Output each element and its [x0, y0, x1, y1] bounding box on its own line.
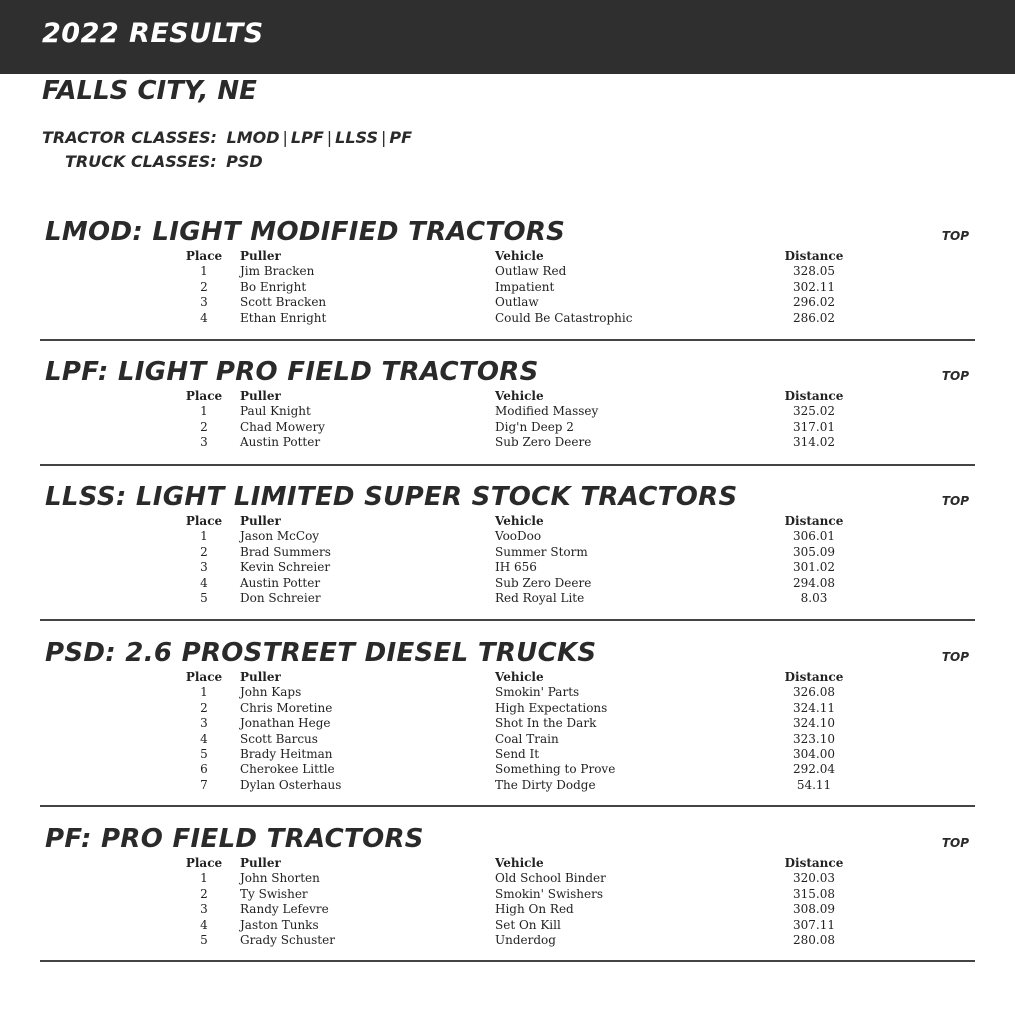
table-row	[168, 420, 851, 435]
column-header-puller: Puller	[240, 514, 281, 528]
results-table	[168, 856, 851, 948]
section-title: LPF: LIGHT PRO FIELD TRACTORS	[45, 357, 539, 387]
column-header-puller: Puller	[240, 389, 281, 403]
distance-cell: 314.02	[793, 435, 835, 450]
truck-classes-line	[65, 152, 263, 171]
distance-cell: 301.02	[793, 560, 835, 575]
vehicle-cell: Could Be Catastrophic	[495, 310, 633, 325]
table-row	[168, 560, 851, 575]
results-table	[168, 389, 851, 451]
puller-cell: Brad Summers	[240, 544, 331, 559]
place-cell: 5	[200, 591, 208, 606]
table-row	[168, 701, 851, 716]
column-header-vehicle: Vehicle	[495, 389, 544, 403]
table-row	[168, 591, 851, 606]
section-divider	[40, 464, 975, 466]
table-row	[168, 529, 851, 544]
vehicle-cell: Summer Storm	[495, 544, 588, 559]
place-cell: 7	[200, 777, 208, 792]
vehicle-cell: The Dirty Dodge	[495, 777, 596, 792]
puller-cell: Ty Swisher	[240, 886, 308, 901]
vehicle-cell: Coal Train	[495, 731, 559, 746]
place-cell: 2	[200, 279, 208, 294]
table-header-row	[168, 514, 851, 529]
column-header-vehicle: Vehicle	[495, 514, 544, 528]
table-row	[168, 685, 851, 700]
vehicle-cell: IH 656	[495, 560, 537, 575]
table-row	[168, 762, 851, 777]
table-row	[168, 732, 851, 747]
class-link-pf[interactable]: PF	[389, 128, 413, 147]
top-link[interactable]: TOP	[941, 650, 969, 664]
results-table	[168, 670, 851, 793]
puller-cell: Brady Heitman	[240, 747, 333, 762]
table-header-row	[168, 856, 851, 871]
puller-cell: Bo Enright	[240, 279, 307, 294]
vehicle-cell: Shot In the Dark	[495, 716, 597, 731]
vehicle-cell: Something to Prove	[495, 762, 616, 777]
place-cell: 3	[200, 716, 208, 731]
column-header-vehicle: Vehicle	[495, 670, 544, 684]
column-header-puller: Puller	[240, 670, 281, 684]
table-row	[168, 576, 851, 591]
distance-cell: 286.02	[793, 310, 835, 325]
place-cell: 1	[200, 404, 208, 419]
column-header-distance: Distance	[784, 389, 844, 403]
distance-cell: 320.03	[793, 871, 835, 886]
table-row	[168, 264, 851, 279]
tractor-classes-label: TRACTOR CLASSES:	[42, 128, 217, 147]
top-link[interactable]: TOP	[941, 369, 969, 383]
column-header-puller: Puller	[240, 856, 281, 870]
vehicle-cell: Old School Binder	[495, 871, 606, 886]
distance-cell: 308.09	[793, 902, 835, 917]
puller-cell: Don Schreier	[240, 591, 321, 606]
section-title: PF: PRO FIELD TRACTORS	[45, 824, 424, 854]
distance-cell: 325.02	[793, 404, 835, 419]
table-row	[168, 778, 851, 793]
place-cell: 3	[200, 435, 208, 450]
table-header-row	[168, 249, 851, 264]
puller-cell: Kevin Schreier	[240, 560, 331, 575]
distance-cell: 307.11	[793, 917, 835, 932]
section-title: LMOD: LIGHT MODIFIED TRACTORS	[45, 217, 566, 247]
puller-cell: John Shorten	[240, 871, 320, 886]
section-divider	[40, 619, 975, 621]
class-link-llss[interactable]: LLSS	[335, 128, 379, 147]
column-header-place: Place	[185, 856, 223, 870]
section-divider	[40, 339, 975, 341]
place-cell: 1	[200, 529, 208, 544]
distance-cell: 326.08	[793, 685, 835, 700]
class-link-lmod[interactable]: LMOD	[226, 128, 280, 147]
place-cell: 1	[200, 264, 208, 279]
vehicle-cell: Outlaw	[495, 295, 539, 310]
place-cell: 5	[200, 747, 208, 762]
place-cell: 4	[200, 731, 208, 746]
puller-cell: John Kaps	[240, 685, 302, 700]
vehicle-cell: Modified Massey	[495, 404, 599, 419]
section-title: LLSS: LIGHT LIMITED SUPER STOCK TRACTORS	[45, 482, 738, 512]
puller-cell: Dylan Osterhaus	[240, 777, 342, 792]
table-row	[168, 716, 851, 731]
vehicle-cell: VooDoo	[495, 529, 542, 544]
top-link[interactable]: TOP	[941, 836, 969, 850]
results-table	[168, 514, 851, 606]
page-title: 2022 RESULTS	[42, 18, 264, 49]
puller-cell: Cherokee Little	[240, 762, 335, 777]
place-cell: 1	[200, 871, 208, 886]
place-cell: 2	[200, 544, 208, 559]
table-row	[168, 887, 851, 902]
vehicle-cell: Outlaw Red	[495, 264, 567, 279]
vehicle-cell: High Expectations	[495, 700, 608, 715]
puller-cell: Randy Lefevre	[240, 902, 329, 917]
place-cell: 1	[200, 685, 208, 700]
table-row	[168, 933, 851, 948]
place-cell: 4	[200, 917, 208, 932]
vehicle-cell: Dig'n Deep 2	[495, 419, 574, 434]
place-cell: 2	[200, 700, 208, 715]
place-cell: 4	[200, 310, 208, 325]
table-row	[168, 295, 851, 310]
class-separator: |	[326, 128, 333, 147]
vehicle-cell: Sub Zero Deere	[495, 435, 592, 450]
distance-cell: 294.08	[793, 575, 835, 590]
place-cell: 6	[200, 762, 208, 777]
vehicle-cell: High On Red	[495, 902, 574, 917]
location-heading: FALLS CITY, NE	[42, 76, 257, 106]
place-cell: 2	[200, 419, 208, 434]
header-bar	[0, 0, 1015, 74]
vehicle-cell: Impatient	[495, 279, 555, 294]
class-separator: |	[282, 128, 288, 147]
column-header-puller: Puller	[240, 249, 281, 263]
section-divider	[40, 805, 975, 807]
distance-cell: 305.09	[793, 544, 835, 559]
puller-cell: Jim Bracken	[240, 264, 315, 279]
table-row	[168, 280, 851, 295]
column-header-place: Place	[185, 389, 223, 403]
puller-cell: Jason McCoy	[240, 529, 320, 544]
place-cell: 5	[200, 933, 208, 948]
class-separator: |	[381, 128, 387, 147]
column-header-vehicle: Vehicle	[495, 856, 544, 870]
column-header-distance: Distance	[784, 249, 844, 263]
distance-cell: 304.00	[793, 747, 835, 762]
place-cell: 3	[200, 560, 208, 575]
table-row	[168, 871, 851, 886]
puller-cell: Paul Knight	[240, 404, 311, 419]
puller-cell: Austin Potter	[240, 435, 321, 450]
distance-cell: 292.04	[793, 762, 835, 777]
puller-cell: Ethan Enright	[240, 310, 327, 325]
distance-cell: 324.11	[793, 700, 835, 715]
column-header-place: Place	[185, 670, 223, 684]
column-header-place: Place	[185, 249, 223, 263]
vehicle-cell: Underdog	[495, 933, 556, 948]
top-link[interactable]: TOP	[941, 229, 969, 243]
table-row	[168, 902, 851, 917]
puller-cell: Chad Mowery	[240, 419, 325, 434]
column-header-distance: Distance	[784, 856, 844, 870]
place-cell: 3	[200, 902, 208, 917]
table-row	[168, 918, 851, 933]
distance-cell: 54.11	[796, 777, 832, 792]
distance-cell: 315.08	[793, 886, 835, 901]
column-header-distance: Distance	[784, 670, 844, 684]
distance-cell: 324.10	[793, 716, 835, 731]
table-header-row	[168, 389, 851, 404]
puller-cell: Chris Moretine	[240, 700, 333, 715]
section-divider	[40, 960, 975, 962]
table-row	[168, 747, 851, 762]
vehicle-cell: Set On Kill	[495, 917, 561, 932]
puller-cell: Scott Barcus	[240, 731, 318, 746]
table-row	[168, 404, 851, 419]
results-table	[168, 249, 851, 326]
section-title: PSD: 2.6 PROSTREET DIESEL TRUCKS	[45, 638, 597, 668]
table-row	[168, 545, 851, 560]
place-cell: 4	[200, 575, 208, 590]
column-header-vehicle: Vehicle	[495, 249, 544, 263]
column-header-place: Place	[185, 514, 223, 528]
vehicle-cell: Red Royal Lite	[495, 591, 585, 606]
column-header-distance: Distance	[784, 514, 844, 528]
distance-cell: 323.10	[793, 731, 835, 746]
place-cell: 2	[200, 886, 208, 901]
distance-cell: 296.02	[793, 295, 835, 310]
top-link[interactable]: TOP	[941, 494, 969, 508]
distance-cell: 328.05	[793, 264, 835, 279]
puller-cell: Scott Bracken	[240, 295, 327, 310]
table-header-row	[168, 670, 851, 685]
puller-cell: Grady Schuster	[240, 933, 335, 948]
vehicle-cell: Sub Zero Deere	[495, 575, 592, 590]
vehicle-cell: Send It	[495, 747, 540, 762]
distance-cell: 302.11	[793, 279, 835, 294]
class-link-psd[interactable]: PSD	[226, 152, 263, 171]
table-row	[168, 311, 851, 326]
distance-cell: 306.01	[793, 529, 835, 544]
place-cell: 3	[200, 295, 208, 310]
class-link-lpf[interactable]: LPF	[290, 128, 324, 147]
distance-cell: 317.01	[793, 419, 835, 434]
vehicle-cell: Smokin' Parts	[495, 685, 580, 700]
distance-cell: 8.03	[800, 591, 828, 606]
distance-cell: 280.08	[793, 933, 835, 948]
table-row	[168, 435, 851, 450]
puller-cell: Austin Potter	[240, 575, 321, 590]
tractor-classes-line	[42, 128, 412, 147]
truck-classes-label: TRUCK CLASSES:	[65, 152, 217, 171]
puller-cell: Jaston Tunks	[240, 917, 319, 932]
puller-cell: Jonathan Hege	[240, 716, 331, 731]
vehicle-cell: Smokin' Swishers	[495, 886, 603, 901]
